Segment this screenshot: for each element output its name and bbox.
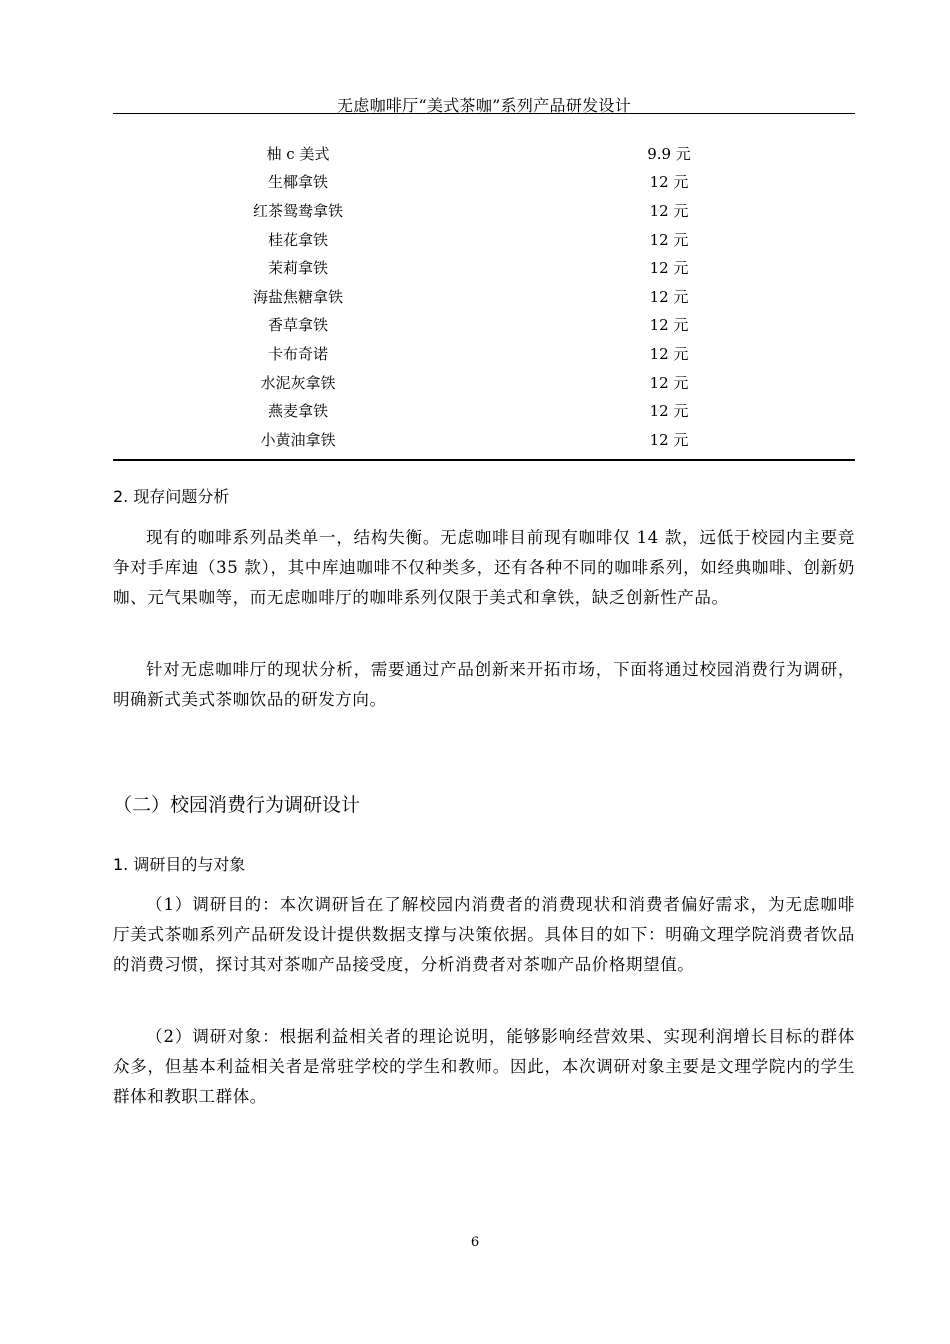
product-name-cell: 小黄油拿铁 xyxy=(260,430,336,449)
product-price-cell: 12 元 xyxy=(649,430,689,449)
product-name-cell: 卡布奇诺 xyxy=(267,344,328,363)
price-table xyxy=(113,139,855,454)
table-row xyxy=(113,368,855,397)
product-price-cell: 12 元 xyxy=(649,230,689,249)
product-price-cell: 12 元 xyxy=(649,287,689,306)
table-bottom-rule xyxy=(113,459,855,461)
product-name-cell: 香草拿铁 xyxy=(267,316,328,335)
table-row xyxy=(113,425,855,454)
heading-survey-purpose: 1. 调研目的与对象 xyxy=(113,855,246,874)
product-price-cell: 12 元 xyxy=(649,173,689,192)
product-name-cell: 海盐焦糖拿铁 xyxy=(252,287,343,306)
product-name-cell: 桂花拿铁 xyxy=(267,230,328,249)
product-price-cell: 12 元 xyxy=(649,373,689,392)
product-name-cell: 红茶鸳鸯拿铁 xyxy=(252,201,343,220)
table-row xyxy=(113,282,855,311)
product-price-cell: 12 元 xyxy=(649,344,689,363)
table-row xyxy=(113,339,855,368)
paragraph-issues-2: 针对无虑咖啡厅的现状分析，需要通过产品创新来开拓市场，下面将通过校园消费行为调研，明确新式美式茶咖饮品的研发方向。 xyxy=(113,660,855,709)
product-name-cell: 燕麦拿铁 xyxy=(267,402,328,421)
price-table-body xyxy=(113,139,855,454)
product-name-cell: 茉莉拿铁 xyxy=(267,259,328,278)
paragraph-issues-1: 现有的咖啡系列品类单一，结构失衡。无虑咖啡目前现有咖啡仅 14 款，远低于校园内主要竞争对手库迪（35 款），其中库迪咖啡不仅种类多，还有各种不同的咖啡系列，如经典咖啡、创新奶咖、元气果咖等，而无虑咖啡厅的咖啡系列仅限于美式和拿铁，缺乏创新性产品。 xyxy=(113,528,855,607)
paragraph-survey-purpose: （1）调研目的：本次调研旨在了解校园内消费者的消费现状和消费者偏好需求，为无虑咖啡厅美式茶咖系列产品研发设计提供数据支撑与决策依据。具体目的如下：明确文理学院消费者饮品的消费习惯，探讨其对茶咖产品接受度，分析消费者对茶咖产品价格期望值。 xyxy=(113,895,855,974)
product-price-cell: 9.9 元 xyxy=(647,144,691,163)
product-name-cell: 柚 c 美式 xyxy=(266,144,330,163)
table-row xyxy=(113,225,855,254)
product-price-cell: 12 元 xyxy=(649,259,689,278)
table-row xyxy=(113,168,855,197)
product-name-cell: 水泥灰拿铁 xyxy=(260,373,336,392)
header-rule xyxy=(113,113,855,114)
table-row xyxy=(113,253,855,282)
table-row xyxy=(113,311,855,340)
heading-survey-design: （二）校园消费行为调研设计 xyxy=(113,794,361,816)
table-row xyxy=(113,139,855,168)
table-row xyxy=(113,396,855,425)
product-price-cell: 12 元 xyxy=(649,316,689,335)
product-name-cell: 生椰拿铁 xyxy=(267,173,328,192)
paragraph-survey-target: （2）调研对象：根据利益相关者的理论说明，能够影响经营效果、实现利润增长目标的群体众多，但基本利益相关者是常驻学校的学生和教师。因此，本次调研对象主要是文理学院内的学生群体和教职工群体。 xyxy=(113,1027,855,1106)
product-price-cell: 12 元 xyxy=(649,201,689,220)
page-number: 6 xyxy=(470,1235,480,1250)
running-header: 无虑咖啡厅“美式茶咖”系列产品研发设计 xyxy=(336,96,632,115)
product-price-cell: 12 元 xyxy=(649,402,689,421)
heading-issues: 2. 现存问题分析 xyxy=(113,487,230,506)
table-row xyxy=(113,196,855,225)
